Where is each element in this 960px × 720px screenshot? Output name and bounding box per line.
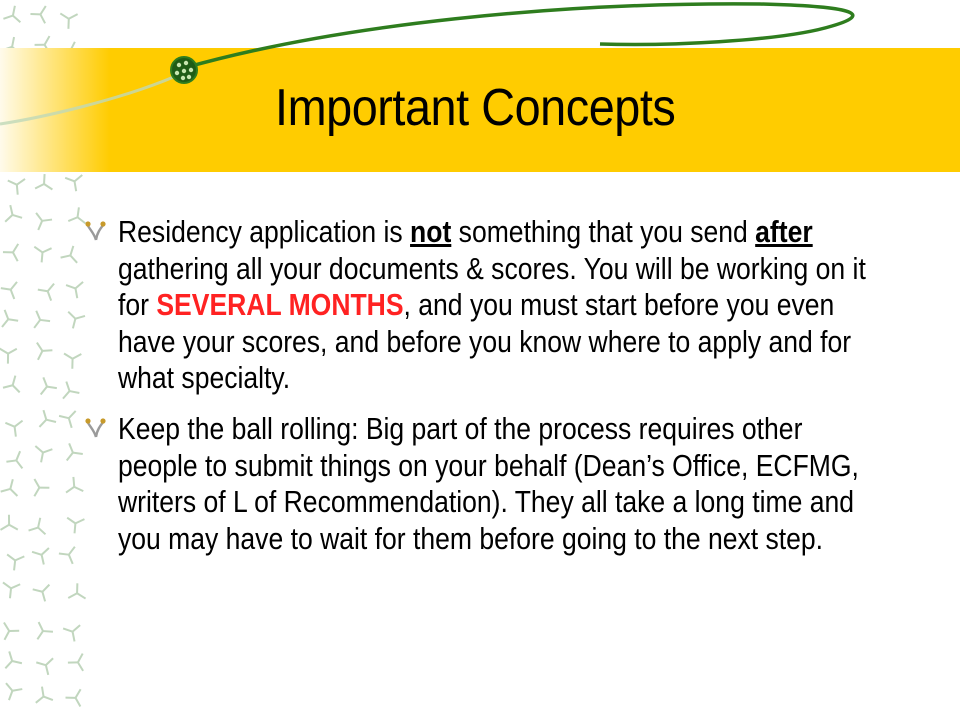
bullet-text-segment: something that you send [451,215,756,249]
bullet-text-segment: gathering all your documents & scores. You will be working on it for [118,251,866,323]
leaf-bullet-icon [84,417,106,439]
bullet-text-segment: Residency application is [118,215,411,249]
bullet-text-segment: Keep the ball rolling: Big part of the process requires other people to submit things on your behalf (Dean’s Office, ECFMG, writers of L of Recommendation). They all take a long time and you may have to wait for them before going to the next step. [118,411,859,556]
slide-title: Important Concepts [275,79,676,137]
bullet-emphasis: not [410,215,452,249]
bullet-text [118,214,875,397]
bullet-item [84,411,960,557]
bullet-text [118,411,875,557]
bullet-item [84,214,960,397]
bullet-list [84,214,960,571]
leaf-bullet-icon [84,220,106,242]
bullet-text-segment: , and you must start before you even have your scores, and before you know where to apply and for what specialty. [118,288,852,396]
bullet-red-highlight: SEVERAL MONTHS [156,288,404,323]
bullet-emphasis: after [755,215,813,249]
